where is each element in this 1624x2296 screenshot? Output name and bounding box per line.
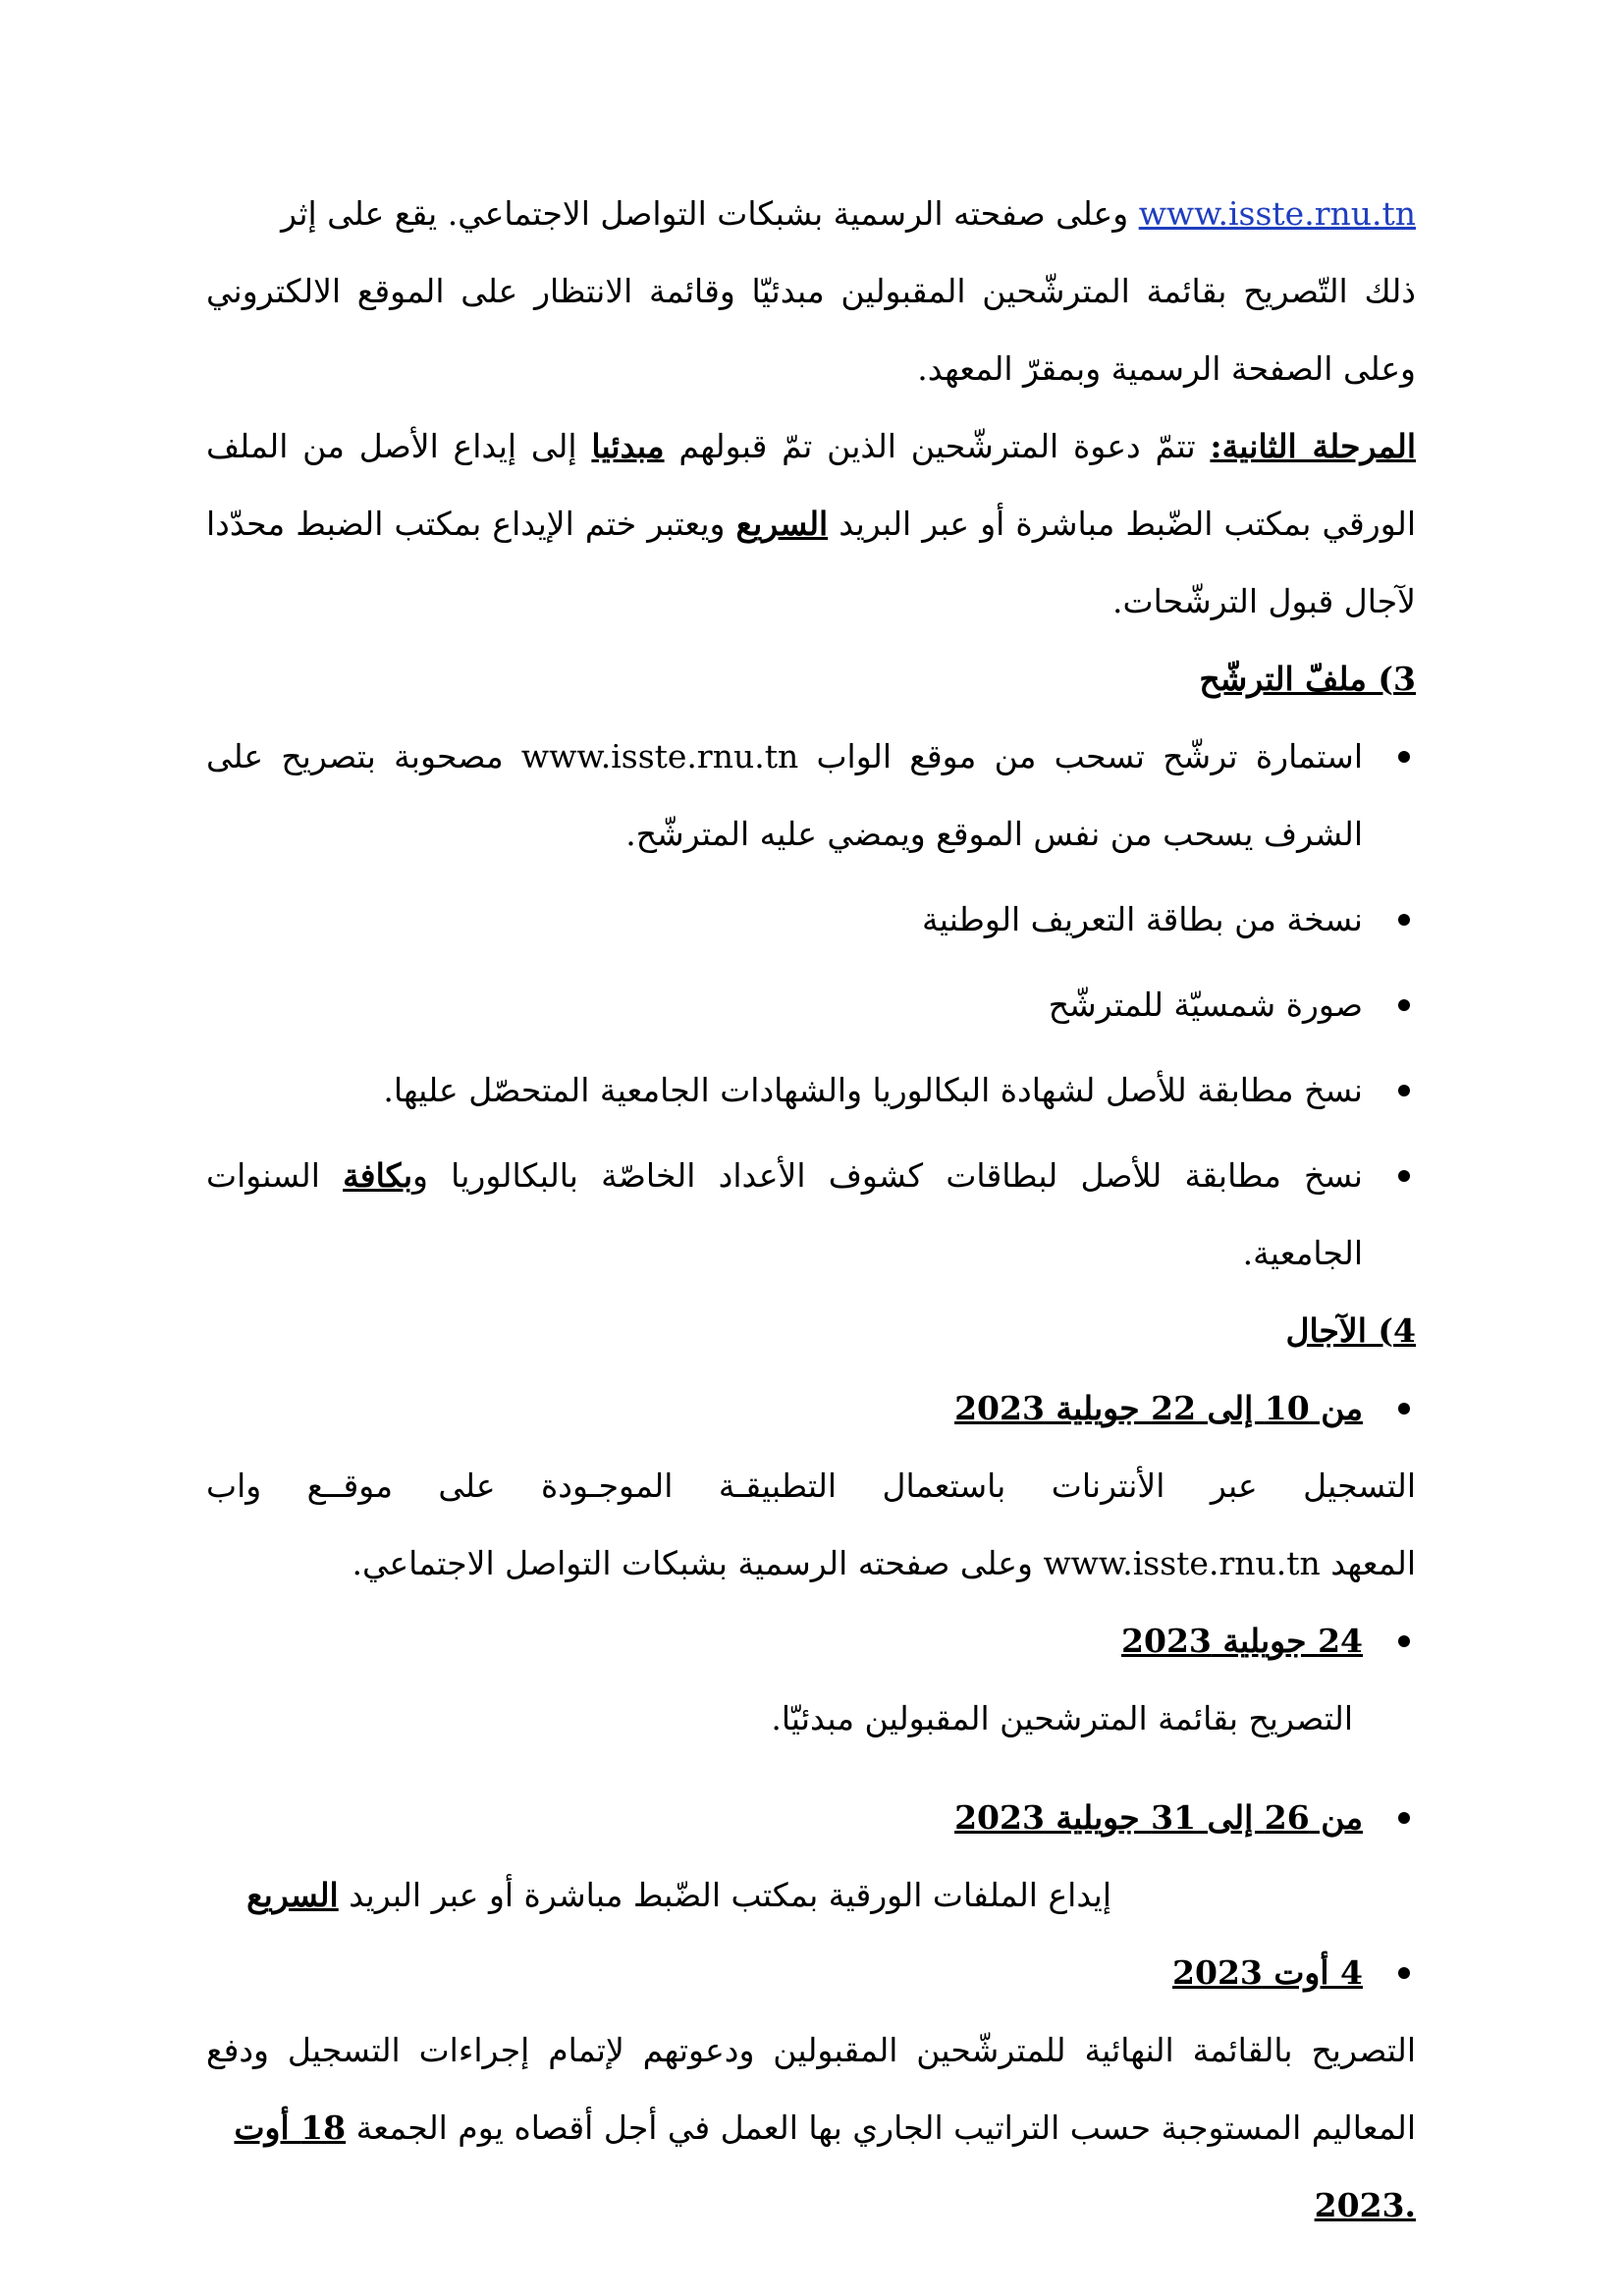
list-item xyxy=(206,1051,1416,1129)
phase2-text-c: ويعتبر ختم الإيداع بمكتب الضبط محدّدا لآجال قبول الترشّحات. xyxy=(206,505,1416,620)
intro-line-1 xyxy=(206,175,1416,252)
deadline-desc: التصريح بقائمة المترشحين المقبولين مبدئيّا. xyxy=(771,1699,1353,1737)
phase2-emphasis-initially: مبدئيا xyxy=(591,427,665,465)
deadline-date: 4 أوت 2023 xyxy=(1172,1953,1363,1992)
bullet-icon xyxy=(1398,1403,1410,1415)
list-item xyxy=(206,966,1416,1043)
application-file-list xyxy=(206,718,1416,1292)
item-text: صورة شمسيّة للمترشّح xyxy=(1048,986,1363,1024)
deadline-emphasis-express: السريع xyxy=(246,1876,339,1914)
item-text-a: استمارة ترشّح تسحب من موقع الواب xyxy=(798,737,1363,775)
deadlines-list xyxy=(206,1369,1416,1447)
deadline-desc-text-b: وعلى صفحته الرسمية بشبكات التواصل الاجتماعي. xyxy=(352,1544,1044,1582)
item-text-b: السنوات الجامعية. xyxy=(206,1156,1363,1272)
website-link[interactable]: www.isste.rnu.tn xyxy=(1138,194,1416,233)
deadline-desc-line: التسجيل عبر الأنترنات باستعمال التطبيقـة الموجـودة على موقــع واب xyxy=(206,1467,1416,1505)
intro-line-2: ذلك التّصريح بقائمة المترشّحين المقبولين مبدئيّا وقائمة الانتظار على الموقع الالكتروني xyxy=(206,272,1416,310)
deadline-desc-text-a: المعهد xyxy=(1320,1544,1416,1582)
list-item xyxy=(206,1137,1416,1292)
website-text: www.isste.rnu.tn xyxy=(1043,1544,1321,1582)
intro-line-3: وعلى الصفحة الرسمية وبمقرّ المعهد. xyxy=(917,349,1416,388)
deadline-item xyxy=(206,1779,1416,1856)
item-text: نسخة من بطاقة التعريف الوطنية xyxy=(922,900,1363,938)
deadline-desc-line xyxy=(206,1524,1416,1602)
deadline-date: من 10 إلى 22 جويلية 2023 xyxy=(954,1389,1363,1427)
phase2-text-b: إلى إيداع الأصل من الملف الورقي بمكتب الضّبط مباشرة أو عبر البريد xyxy=(206,427,1416,543)
deadline-item xyxy=(206,1369,1416,1447)
deadlines-list xyxy=(206,1934,1416,2011)
section3-heading: 3) ملفّ الترشّح xyxy=(1199,660,1416,698)
section4-heading: 4) الآجال xyxy=(1285,1311,1416,1350)
bullet-icon xyxy=(1398,999,1410,1011)
deadline-emphasis-date: 18 أوت xyxy=(234,2109,347,2147)
deadline-desc xyxy=(206,2011,1416,2166)
phase2-text-a: تتمّ دعوة المترشّحين الذين تمّ قبولهم xyxy=(664,427,1211,465)
document-body xyxy=(206,175,1416,2244)
bullet-icon xyxy=(1398,1635,1410,1647)
item-text-b: مصحوبة بتصريح على الشرف يسحب من نفس الموقع ويمضي عليه المترشّح. xyxy=(206,737,1363,853)
bullet-icon xyxy=(1398,1967,1410,1979)
deadline-emphasis-year: .2023 xyxy=(1314,2186,1416,2224)
website-text: www.isste.rnu.tn xyxy=(520,737,799,775)
deadline-item xyxy=(206,1602,1416,1757)
bullet-icon xyxy=(1398,1812,1410,1824)
bullet-icon xyxy=(1398,914,1410,926)
deadline-date: من 26 إلى 31 جويلية 2023 xyxy=(954,1798,1363,1837)
item-emphasis-all: بكافة xyxy=(343,1156,413,1195)
list-item xyxy=(206,881,1416,958)
phase2-paragraph xyxy=(206,407,1416,640)
deadline-item xyxy=(206,1934,1416,2011)
deadlines-list xyxy=(206,1602,1416,1856)
bullet-icon xyxy=(1398,751,1410,763)
item-text: نسخ مطابقة للأصل لشهادة البكالوريا والشهادات الجامعية المتحصّل عليها. xyxy=(383,1071,1363,1109)
phase2-emphasis-express: السريع xyxy=(735,505,829,543)
bullet-icon xyxy=(1398,1170,1410,1182)
intro-line-1-text: وعلى صفحته الرسمية بشبكات التواصل الاجتماعي. يقع على إثر xyxy=(281,194,1139,233)
phase2-label: المرحلة الثانية: xyxy=(1210,427,1416,465)
item-text-a: نسخ مطابقة للأصل لبطاقات كشوف الأعداد الخاصّة بالبكالوريا و xyxy=(412,1156,1363,1195)
bullet-icon xyxy=(1398,1085,1410,1096)
deadline-desc-text-a: إيداع الملفات الورقية بمكتب الضّبط مباشرة أو عبر البريد xyxy=(338,1876,1111,1914)
list-item xyxy=(206,718,1416,873)
deadline-date: 24 جويلية 2023 xyxy=(1121,1622,1363,1660)
deadline-desc xyxy=(206,1856,1416,1934)
deadline-desc-text-a: التصريح بالقائمة النهائية للمترشّحين المقبولين ودعوتهم لإتمام إجراءات التسجيل ودفع المعاليم المستوجبة حسب التراتيب الجاري بها العمل في أجل أقصاه يوم الجمعة xyxy=(206,2031,1416,2147)
